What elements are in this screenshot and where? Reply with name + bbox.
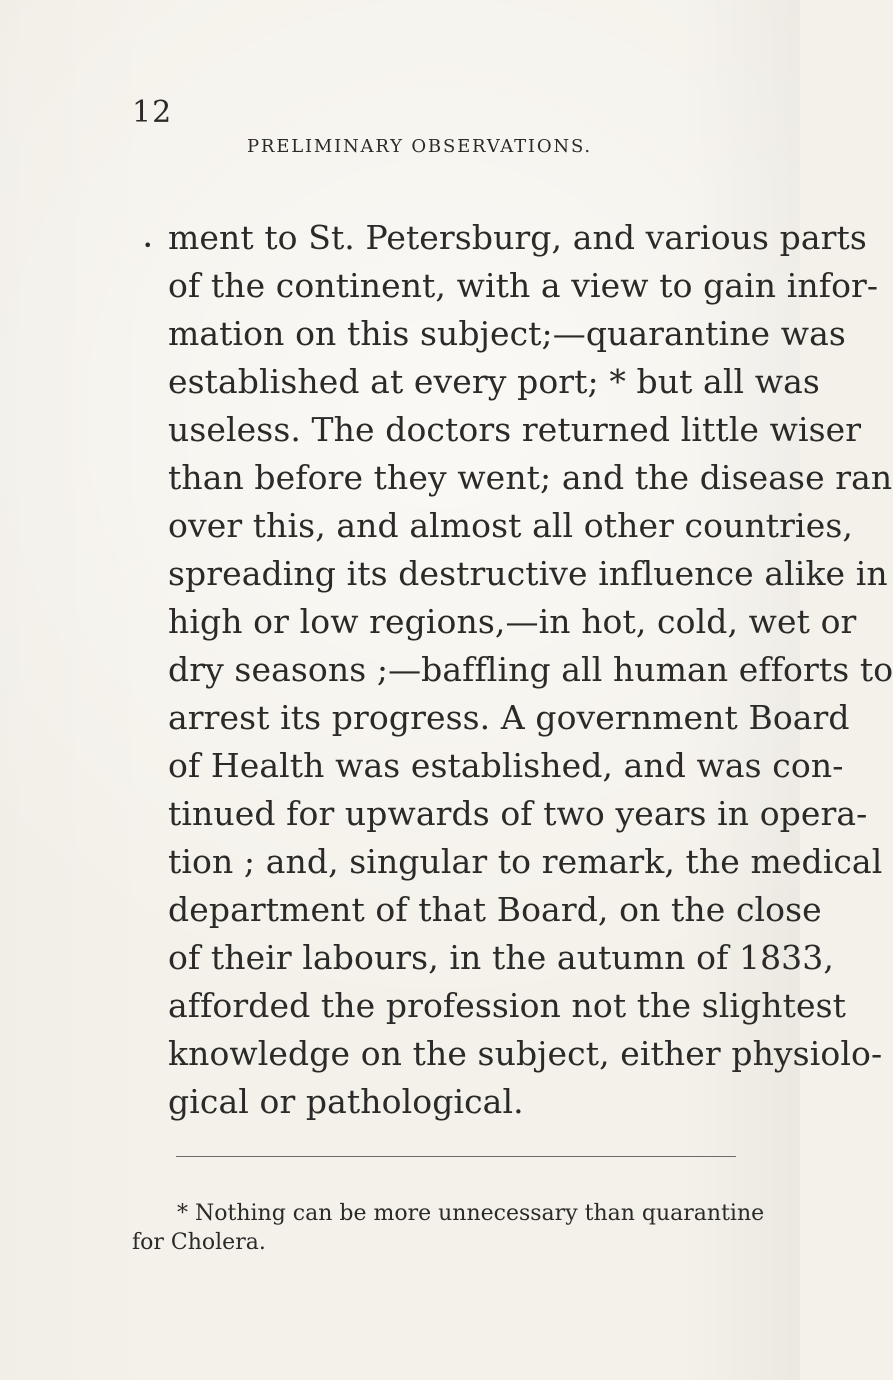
body-line: knowledge on the subject, either physiolo- — [168, 1034, 883, 1073]
body-line: than before they went; and the disease ran — [168, 458, 893, 497]
footnote-line: * Nothing can be more unnecessary than quarantine — [177, 1201, 765, 1226]
body-line: ment to St. Petersburg, and various parts — [168, 218, 867, 257]
running-head: PRELIMINARY OBSERVATIONS. — [247, 136, 592, 157]
body-line: tion ; and, singular to remark, the medical — [168, 842, 883, 881]
body-line: established at every port; * but all was — [168, 362, 820, 401]
body-line: spreading its destructive influence alike in — [168, 554, 888, 593]
body-line: over this, and almost all other countries, — [168, 506, 853, 545]
body-line: of Health was established, and was con- — [168, 746, 844, 785]
margin-mark: • — [143, 236, 153, 255]
body-line: mation on this subject;—quarantine was — [168, 314, 846, 353]
body-line: of the continent, with a view to gain infor- — [168, 266, 879, 305]
body-line: department of that Board, on the close — [168, 890, 822, 929]
body-line: useless. The doctors returned little wiser — [168, 410, 862, 449]
page-number: 12 — [132, 95, 173, 130]
body-line: tinued for upwards of two years in opera- — [168, 794, 868, 833]
body-line: arrest its progress. A government Board — [168, 698, 850, 737]
body-line: dry seasons ;—baffling all human efforts to — [168, 650, 893, 689]
body-line: afforded the profession not the slightest — [168, 986, 847, 1025]
footnote-line: for Cholera. — [132, 1230, 266, 1255]
body-line: high or low regions,—in hot, cold, wet or — [168, 602, 857, 641]
footnote-separator — [176, 1156, 736, 1157]
body-line: gical or pathological. — [168, 1082, 524, 1121]
body-line: of their labours, in the autumn of 1833, — [168, 938, 834, 977]
